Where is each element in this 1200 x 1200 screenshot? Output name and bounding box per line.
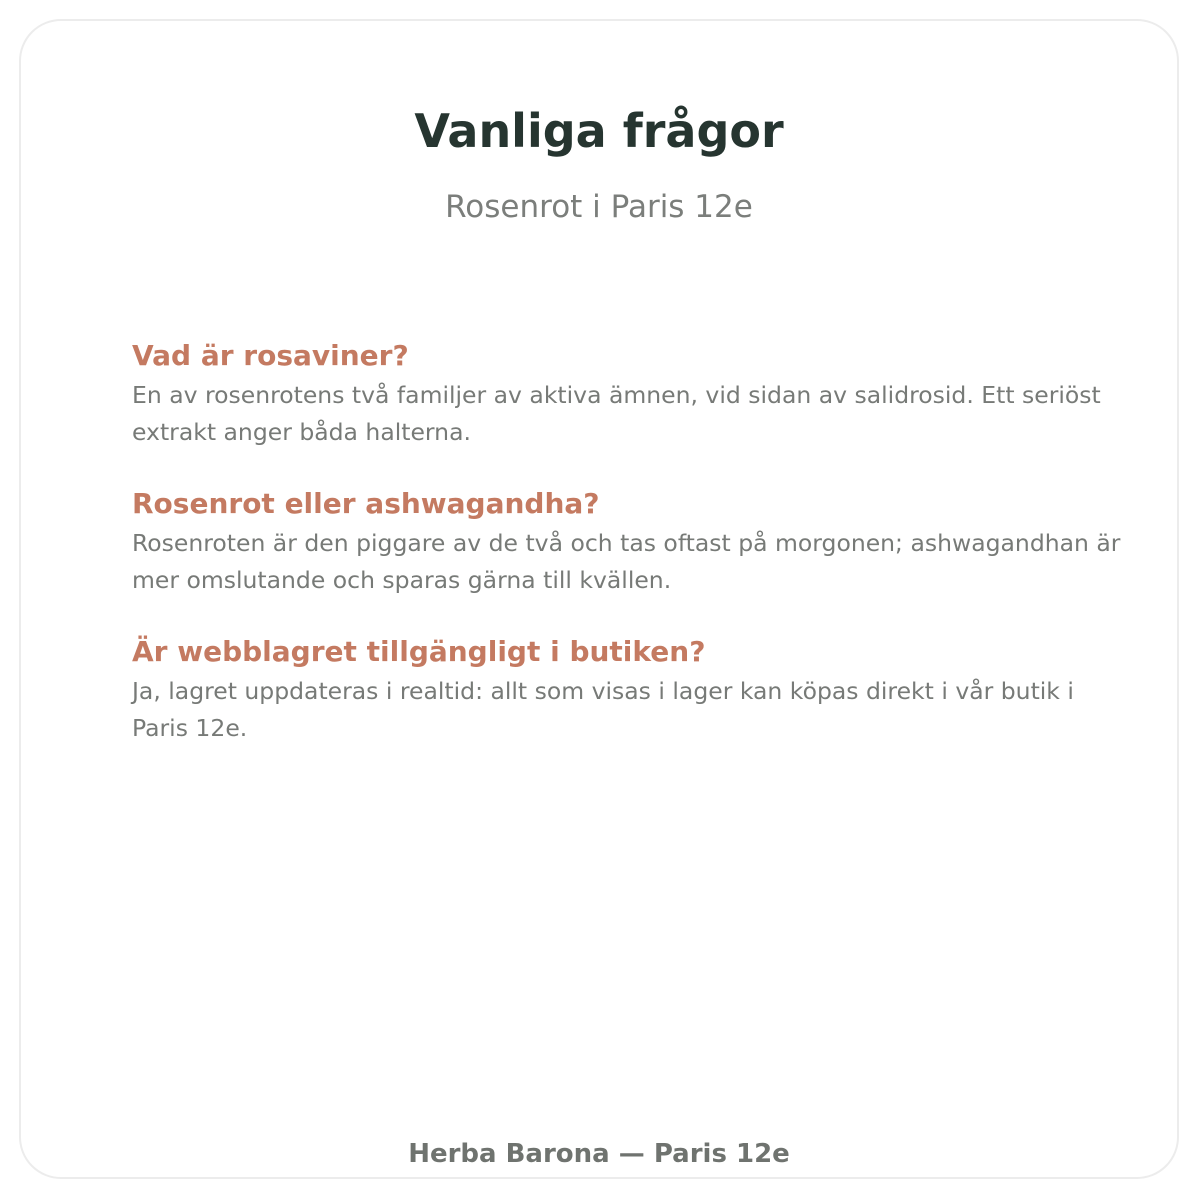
faq-item [132, 631, 1122, 747]
faq-item [132, 335, 1122, 451]
page-title: Vanliga frågor [414, 104, 784, 158]
faq-question: Rosenrot eller ashwagandha? [132, 487, 600, 520]
faq-answer: Ja, lagret uppdateras i realtid: allt som visas i lager kan köpas direkt i vår butik i Paris 12e. [132, 677, 1074, 742]
page-subtitle: Rosenrot i Paris 12e [445, 189, 753, 225]
faq-list [132, 335, 1122, 779]
faq-answer: Rosenroten är den piggare av de två och tas oftast på morgonen; ashwagandhan är mer omslutande och sparas gärna till kvällen. [132, 529, 1121, 594]
footer-brand: Herba Barona — Paris 12e [408, 1139, 790, 1169]
faq-answer: En av rosenrotens två familjer av aktiva ämnen, vid sidan av salidrosid. Ett seriöst extrakt anger båda halterna. [132, 381, 1101, 446]
faq-question: Vad är rosaviner? [132, 339, 409, 372]
faq-question: Är webblagret tillgängligt i butiken? [132, 635, 706, 668]
faq-card [19, 19, 1179, 1179]
faq-item [132, 483, 1122, 599]
